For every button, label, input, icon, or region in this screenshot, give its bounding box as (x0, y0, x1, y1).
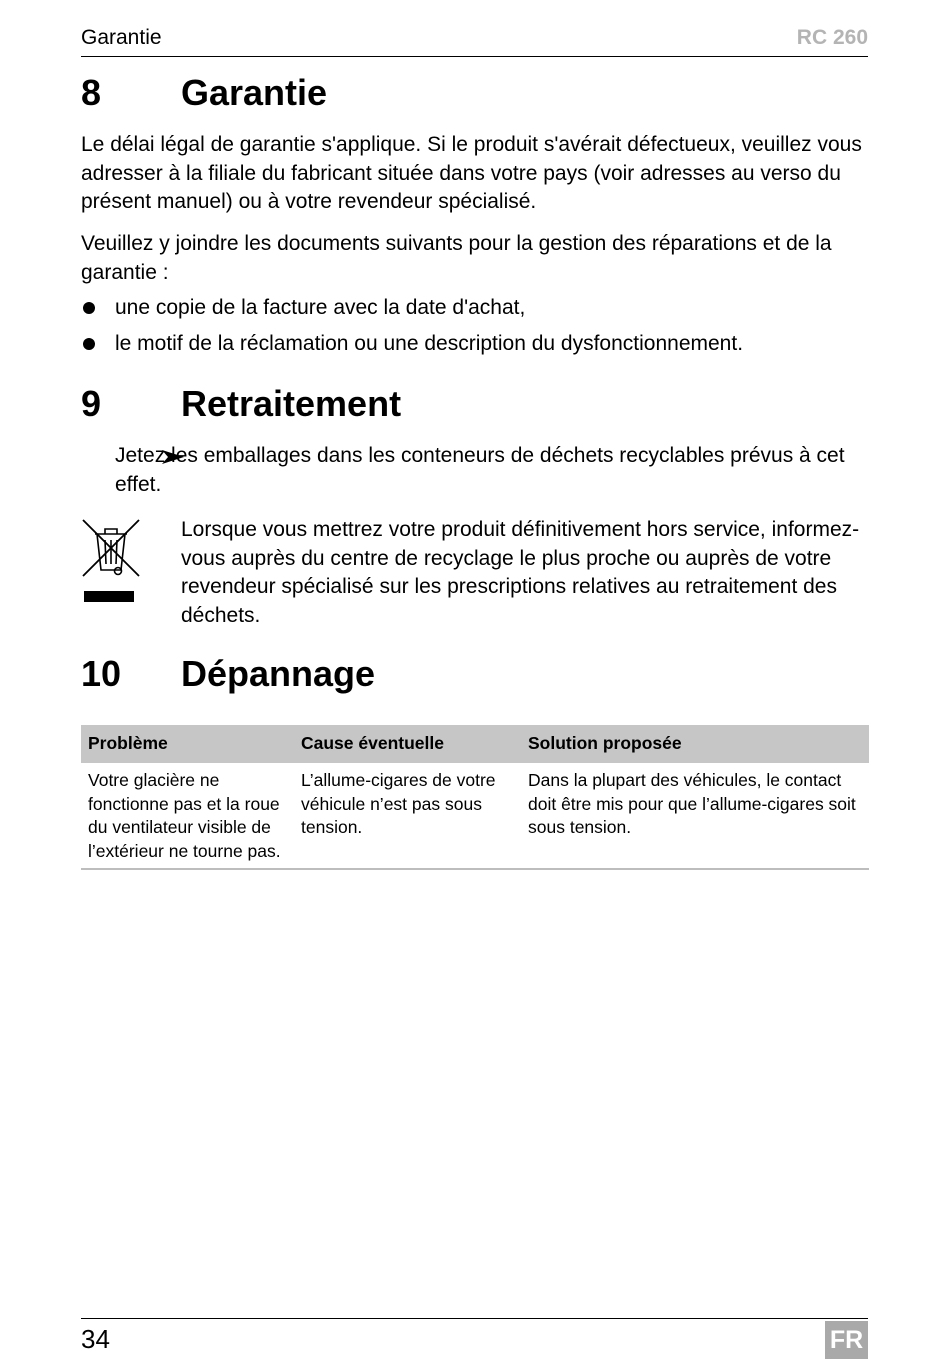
section-10-title: Dépannage (181, 653, 376, 694)
bullet-text: le motif de la réclamation ou une description du dysfonctionnement. (115, 332, 744, 355)
section-9-number: 9 (81, 383, 102, 424)
bullet-text: une copie de la facture avec la date d'achat, (115, 296, 526, 319)
instruction-text: Jetez les emballages dans les conteneurs de déchets recyclables prévus à cet effet. (115, 444, 845, 496)
page-number: 34 (81, 1324, 110, 1354)
table-cell-solution: Dans la plupart des véhicules, le contact doit être mis pour que l’allume-cigares soit sous tension. (521, 763, 869, 869)
header-model-name: RC 260 (796, 26, 868, 49)
crossed-out-wheelie-bin-icon (81, 518, 141, 606)
section-8-heading (81, 72, 327, 114)
section-9-title: Retraitement (181, 383, 402, 424)
warranty-paragraph: Le délai légal de garantie s'applique. Si le produit s'avérait défectueux, veuillez vous adresser à la filiale du fabricant située dans votre pays (voir adresses au verso du présent manuel) ou à votre revendeur spécialisé. (81, 133, 862, 213)
documents-paragraph: Veuillez y joindre les documents suivants pour la gestion des réparations et de la garantie : (81, 232, 832, 284)
troubleshooting-table (81, 725, 869, 870)
bullet-dot-icon (83, 302, 95, 314)
table-cell-problem: Votre glacière ne fonctionne pas et la roue du ventilateur visible de l’extérieur ne tourne pas. (81, 763, 294, 869)
page-header (81, 22, 868, 57)
footer-divider (81, 1318, 868, 1319)
column-header-cause: Cause éventuelle (294, 725, 521, 763)
section-10-heading (81, 653, 375, 695)
column-header-solution: Solution proposée (521, 725, 869, 763)
table-header-row (81, 725, 869, 763)
header-section-title: Garantie (81, 26, 162, 49)
bullet-dot-icon (83, 338, 95, 350)
recycling-paragraph: Lorsque vous mettrez votre produit définitivement hors service, informez-vous auprès du centre de recyclage le plus proche ou auprès de votre revendeur spécialisé sur les prescriptions relatives au retraitement des déchets. (181, 518, 860, 627)
section-8-number: 8 (81, 72, 102, 113)
section-10-number: 10 (81, 653, 122, 694)
language-badge: FR (825, 1321, 868, 1359)
column-header-problem: Problème (81, 725, 294, 763)
table-cell-cause: L’allume-cigares de votre véhicule n’est pas sous tension. (294, 763, 521, 869)
table-row (81, 763, 869, 869)
section-9-heading (81, 383, 401, 425)
section-8-title: Garantie (181, 72, 328, 113)
